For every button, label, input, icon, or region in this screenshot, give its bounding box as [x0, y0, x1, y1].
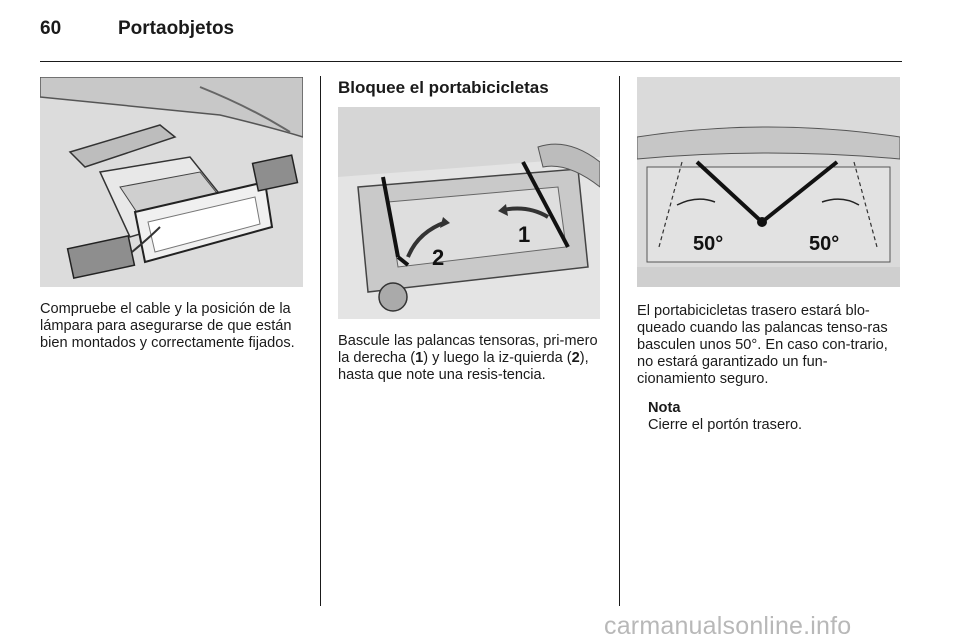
note-text: Cierre el portón trasero. — [648, 417, 803, 433]
note-title: Nota — [648, 400, 681, 416]
lock-heading: Bloquee el portabicicletas — [338, 78, 549, 97]
lamp-illustration — [40, 77, 303, 287]
column-divider-2 — [619, 76, 620, 606]
tension-levers-text: Bascule las palancas tensoras, pri-mero la derecha (1) y luego la iz-quierda (2), hasta que note una resis-tencia. — [338, 333, 598, 383]
header-rule — [40, 61, 902, 62]
page-header — [40, 18, 234, 50]
lever-angle-illustration — [637, 77, 900, 287]
section-title: Portaobjetos — [118, 18, 235, 39]
angle-right-label: 50° — [809, 233, 840, 255]
label-1: 1 — [518, 222, 531, 247]
page-number: 60 — [40, 18, 62, 39]
lock-confirmation-text: El portabicicletas trasero estará blo-queado cuando las palancas tenso-ras basculen unos 50°. En caso con-trario, no estará garantizado un fun-cionamiento seguro. — [637, 303, 888, 387]
label-2: 2 — [432, 245, 445, 270]
lamp-check-text: Compruebe el cable y la posición de la lámpara para asegurarse de que están bien montados y correctamente fijados. — [40, 301, 295, 351]
column-divider-1 — [320, 76, 321, 606]
tension-levers-illustration — [338, 107, 600, 319]
watermark: carmanualsonline.info — [604, 612, 852, 640]
angle-left-label: 50° — [693, 233, 724, 255]
